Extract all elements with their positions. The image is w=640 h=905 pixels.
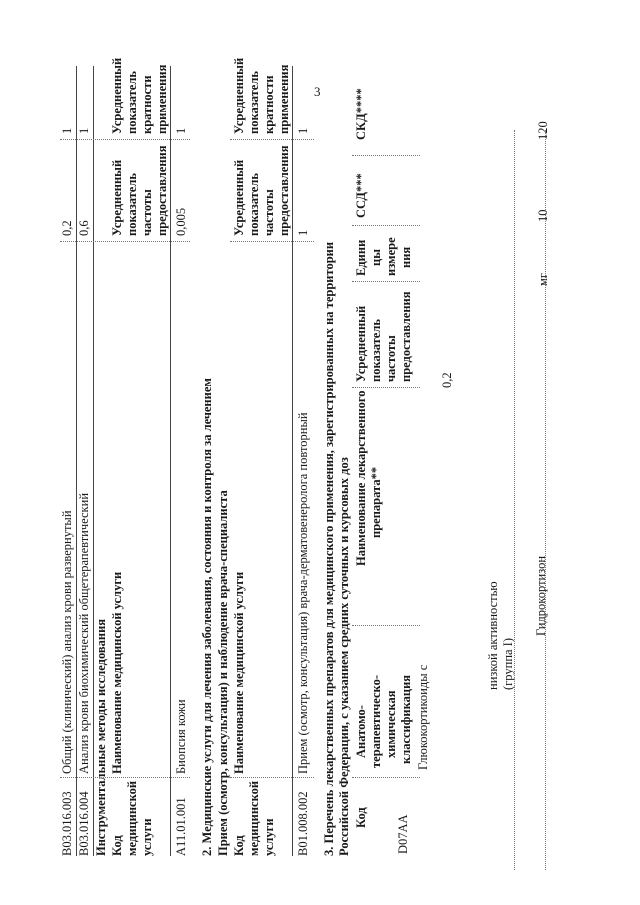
group-atc: Глюкокортикоиды с (416, 664, 430, 770)
column-rule (352, 387, 420, 388)
header-atc: классификация (399, 674, 413, 764)
header-mult: применения (155, 64, 169, 134)
page-number: 3 (314, 84, 321, 99)
column-rule (230, 777, 314, 778)
row-code: B03.016.003 (60, 791, 74, 856)
header-freq: предоставления (155, 145, 169, 236)
header-freq: показатель (125, 173, 139, 236)
column-rule (60, 241, 190, 242)
section3-title: Российской Федерации, с указанием средних суточных и курсовых доз (337, 457, 351, 856)
table-rule (545, 130, 547, 870)
header-mult: Усредненный (232, 57, 246, 134)
row-name: Прием (осмотр, консультация) врача-дерматовенеролога повторный (296, 412, 310, 774)
row-mult: 1 (77, 127, 91, 134)
column-rule (60, 777, 190, 778)
group-atc: низкой активностью (486, 581, 500, 690)
header-drug: препарата** (369, 466, 383, 538)
header-unit: цы (369, 249, 383, 266)
section2-subtitle: Прием (осмотр, консультация) и наблюдение врача-специалиста (216, 490, 230, 856)
row-code: A11.01.001 (174, 797, 188, 856)
table-rule (170, 66, 171, 856)
header-mult: кратности (140, 75, 154, 134)
column-rule (352, 625, 420, 626)
header-unit: Едини (354, 239, 368, 276)
header-unit: ния (399, 246, 413, 268)
header-name: Наименование медицинской услуги (232, 571, 246, 774)
row-code: B03.016.004 (77, 791, 91, 856)
drug-unit: мг (536, 272, 550, 286)
header-code: Код (110, 835, 124, 856)
header-freq: частоты (140, 189, 154, 236)
row-code: B01.008.002 (296, 791, 310, 856)
row-mult: 1 (296, 127, 310, 134)
group-freq: 0,2 (440, 372, 454, 388)
section3-title: 3. Перечень лекарственных препаратов для медицинского применения, зарегистрированных на территории (322, 241, 336, 856)
drug-skd: 120 (536, 121, 550, 140)
header-atc: Анатомо- (354, 705, 368, 758)
header-freq: частоты (262, 189, 276, 236)
header-freq: Усредненный (354, 305, 368, 382)
header-freq: показатель (369, 319, 383, 382)
row-name: Общий (клинический) анализ крови развернутый (60, 510, 74, 774)
section2-title: 2. Медицинские услуги для лечения заболевания, состояния и контроля за лечением (200, 378, 214, 856)
group-atc: (группа I) (501, 637, 515, 690)
header-code: услуги (262, 818, 276, 856)
column-rule (352, 225, 420, 226)
table-rule (514, 130, 516, 870)
header-mult: показатель (125, 71, 139, 134)
header-mult: кратности (262, 75, 276, 134)
row-mult: 1 (60, 127, 74, 134)
column-rule (230, 241, 314, 242)
row-name: Биопсия кожи (174, 699, 188, 774)
header-freq: предоставления (399, 291, 413, 382)
header-code: медицинской (125, 780, 139, 856)
drug-name: Гидрокортизон (534, 555, 548, 636)
header-freq: Усредненный (110, 159, 124, 236)
row-freq: 0,6 (77, 220, 91, 236)
instrumental-methods-title: Инструментальные методы исследования (94, 618, 108, 856)
header-code: медицинской (247, 780, 261, 856)
rotated-page-content (60, 57, 430, 856)
drug-ssd: 10 (536, 209, 550, 222)
header-unit: измере (384, 237, 398, 276)
column-rule (60, 139, 190, 140)
header-name: Наименование медицинской услуги (110, 571, 124, 774)
row-freq: 1 (296, 229, 310, 236)
header-freq: частоты (384, 335, 398, 382)
header-freq: показатель (247, 173, 261, 236)
group-code: D07AA (396, 814, 410, 854)
header-code: услуги (140, 818, 154, 856)
header-ssd: ССД*** (354, 173, 368, 218)
row-freq: 0,2 (60, 220, 74, 236)
header-mult: Усредненный (110, 57, 124, 134)
header-mult: показатель (247, 71, 261, 134)
header-freq: Усредненный (232, 159, 246, 236)
column-rule (352, 281, 420, 282)
header-skd: СКД**** (354, 88, 368, 140)
header-atc: химическая (384, 690, 398, 758)
header-mult: применения (277, 64, 291, 134)
row-freq: 0,005 (174, 207, 188, 236)
header-atc: терапевтическо- (369, 674, 383, 768)
header-drug: Наименование лекарственного (354, 390, 368, 566)
column-rule (352, 155, 420, 156)
column-rule (230, 139, 314, 140)
row-mult: 1 (174, 127, 188, 134)
header-code: Код (232, 835, 246, 856)
column-rule (352, 777, 420, 778)
header-code: Код (354, 807, 368, 828)
header-freq: предоставления (277, 145, 291, 236)
table-rule (292, 66, 293, 856)
row-name: Анализ крови биохимический общетерапевтический (77, 492, 91, 774)
